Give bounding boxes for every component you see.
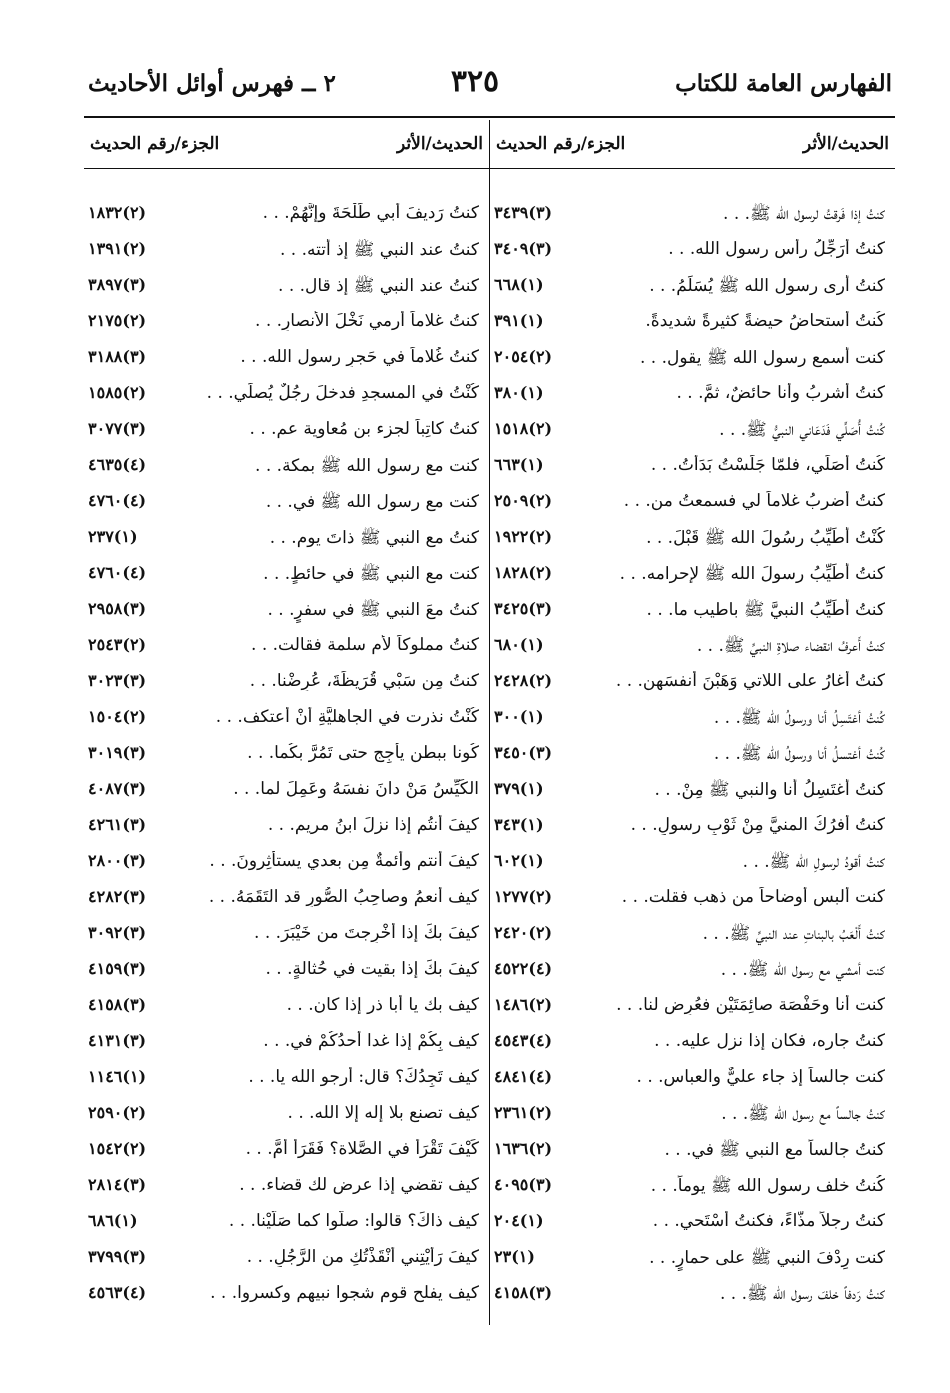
hadith-header: الحديث/الأثر [803, 134, 889, 154]
volume-hadith-number: (٢)١٩٢٢ [494, 527, 553, 546]
volume-hadith-number: (٢)١٥٠٤ [88, 707, 147, 726]
list-item [490, 271, 895, 307]
volume-hadith-number: (٢)٢٤٢٨ [494, 671, 553, 690]
list-item [490, 775, 895, 811]
hadith-text: كنتُ كاتِباً لجزء بن مُعاوية عم. . . [249, 419, 479, 439]
hadith-text: كيفَ بكَ إذا بقيت في حُثالةٍ. . . [265, 959, 479, 979]
volume-hadith-number: (١)١١٤٦ [88, 1067, 147, 1086]
volume-hadith-number: (٣)٣١٨٨ [88, 347, 147, 366]
hadith-text: كيف تَجِدُكَ؟ قال: أرجو الله يا. . . [248, 1067, 479, 1087]
hadith-text: كُونا ببطنِ يأجِجٍ حتى تَمُرَّ بكُما. . . [247, 743, 479, 763]
list-item [490, 1171, 895, 1207]
hadith-text: كنتُ أفرُكُ المنيَّ مِنْ ثَوْبِ رسولِ. . . [630, 815, 885, 835]
volume-hadith-number: (٣)٣٠٢٣ [88, 671, 147, 690]
hadith-text: كنتُ مع النبي ﷺ ذاتَ يوم. . . [269, 528, 479, 548]
list-item [84, 595, 489, 631]
volume-hadith-number: (٣)٣٤٣٩ [494, 203, 553, 222]
hadith-text: كنتُ أضربُ غلاماً لي فسمعتُ من. . . [623, 491, 885, 511]
hadith-text: كنتُ غلاماً أرمي نَخْلَ الأنصارِ. . . [255, 311, 479, 331]
volume-hadith-number: (٢)٢٥٤٣ [88, 635, 147, 654]
volume-hadith-number: (١)٣٧٩ [494, 779, 544, 798]
hadith-text: كنتُ أُرَجِّلُ رأس رسول الله. . . [668, 239, 885, 259]
list-item [84, 703, 489, 739]
list-item [84, 343, 489, 379]
list-item [490, 1027, 895, 1063]
list-item [490, 307, 895, 343]
volume-hadith-number: (٢)١٥٨٥ [88, 383, 147, 402]
volume-hadith-number: (٢)١٥٤٢ [88, 1139, 147, 1158]
ref-header: الجزء/رقم الحديث [496, 134, 626, 154]
hadith-text: كنت مع النبي ﷺ في حائطٍ. . . [263, 564, 479, 584]
hadith-text: كنتُ جاره، فكان إذا نزل عليه. . . [654, 1031, 885, 1051]
hadith-text: كُنتُ أُصَلِّي، فلمّا جَلَسْتُ بَدَأْتُ. . . [650, 455, 885, 475]
list-item [84, 523, 489, 559]
list-item [490, 955, 895, 991]
volume-hadith-number: (٢)١٤٨٦ [494, 995, 553, 1014]
book-indexes-title: الفهارس العامة للكتاب [675, 70, 892, 97]
hadith-text: كنت أمشي مع رسول الله ﷺ. . . [720, 960, 885, 980]
left-column [84, 120, 489, 1325]
list-item [84, 1135, 489, 1171]
list-item [490, 667, 895, 703]
volume-hadith-number: (٢)١٨٢٨ [494, 563, 553, 582]
hadith-text: كنتُ أشربُ وأنا حائضٌ، ثمَّ. . . [676, 383, 885, 403]
hadith-text: كيفَ أنتُم إذا نزلَ ابنُ مريم. . . [267, 815, 479, 835]
list-item [490, 991, 895, 1027]
list-item [490, 487, 895, 523]
hadith-text: كُنتُ أُستحاضُ حيضةً كثيرةً شديدةً. [645, 311, 885, 331]
volume-hadith-number: (٣)٢٩٥٨ [88, 599, 147, 618]
hadith-text: كنتُ إذا فَرقتُ لرسول الله ﷺ. . . [723, 204, 885, 224]
hadith-text: كنتُ رجلاً مذّاءً، فكنتُ أَسْتَحي. . . [652, 1211, 885, 1231]
hadith-text: كنتُ أرى رسول الله ﷺ يُسَلِّمُ. . . [649, 276, 885, 296]
list-item [84, 307, 489, 343]
hadith-text: كيف يفلح قوم شجوا نبيهم وكسروا. . . [210, 1283, 479, 1303]
volume-hadith-number: (٢)١٣٩١ [88, 239, 147, 258]
list-item [84, 883, 489, 919]
hadith-text: كيف ذاكَ؟ قالوا: صلَّوا كما صَلَّيْنا. . . [228, 1211, 479, 1231]
list-item [490, 343, 895, 379]
volume-hadith-number: (٢)٢١٧٥ [88, 311, 147, 330]
hadith-text: كنتُ عند النبي ﷺ إذ أتته. . . [279, 240, 479, 260]
volume-hadith-number: (١)٢٠٤ [494, 1211, 544, 1230]
header-rule [84, 116, 895, 118]
list-item [490, 235, 895, 271]
volume-hadith-number: (٣)٣٠٩٢ [88, 923, 147, 942]
list-item [490, 631, 895, 667]
volume-hadith-number: (١)٢٣ [494, 1247, 535, 1266]
list-item [84, 451, 489, 487]
list-item [84, 919, 489, 955]
page-number: ٣٢٥ [450, 64, 500, 99]
right-column-header [490, 120, 895, 168]
volume-hadith-number: (١)٦٨٠ [494, 635, 544, 654]
hadith-text: كُنتُ خلف رسول الله ﷺ يوماً. . . [650, 1176, 885, 1196]
list-item [490, 1135, 895, 1171]
hadith-text: كنت رِدْفَ النبي ﷺ على حمارٍ. . . [649, 1248, 885, 1268]
volume-hadith-number: (٣)٣٤٢٥ [494, 599, 553, 618]
hadith-text: كيف تصنع بلا إله إلا الله. . . [287, 1103, 479, 1123]
hadith-text: كُنتُ أُصَلِّي فَدَعَاني النبيُّ ﷺ. . . [719, 420, 885, 440]
hadith-header: الحديث/الأثر [397, 134, 483, 154]
list-item [490, 1099, 895, 1135]
list-item [84, 559, 489, 595]
hadith-text: كنت مع رسول الله ﷺ في. . . [265, 492, 479, 512]
list-item [84, 415, 489, 451]
hadith-text: كنتُ مِن سَبْيِ قُرَيظَةَ، عُرِضْنا. . . [249, 671, 479, 691]
list-item [490, 1207, 895, 1243]
volume-hadith-number: (٢)٢٣٦١ [494, 1103, 553, 1122]
list-item [490, 523, 895, 559]
volume-hadith-number: (٣)٤١٥٨ [494, 1283, 553, 1302]
volume-hadith-number: (٣)٤١٣١ [88, 1031, 147, 1050]
volume-hadith-number: (٤)٤٥٤٣ [494, 1031, 553, 1050]
list-item [84, 1063, 489, 1099]
volume-hadith-number: (٢)٢٤٢٠ [494, 923, 553, 942]
volume-hadith-number: (١)٣٨٠ [494, 383, 544, 402]
list-item [84, 1171, 489, 1207]
list-item [84, 271, 489, 307]
hadith-text: كنتُ معَ النبي ﷺ في سفرٍ. . . [267, 600, 479, 620]
list-item [490, 559, 895, 595]
list-item [84, 1279, 489, 1315]
volume-hadith-number: (٣)٣٨٩٧ [88, 275, 147, 294]
volume-hadith-number: (٣)٤٢٦١ [88, 815, 147, 834]
volume-hadith-number: (١)٣٠٠ [494, 707, 544, 726]
section-title: ٢ ــ فهرس أوائل الأحاديث [88, 70, 336, 97]
list-item [490, 1279, 895, 1315]
volume-hadith-number: (٣)٤٠٨٧ [88, 779, 147, 798]
volume-hadith-number: (٢)١٨٣٢ [88, 203, 147, 222]
column-header-rule [84, 168, 489, 169]
list-item [84, 1027, 489, 1063]
hadith-text: كيفَ رَأَيْتِني أَنْقَذْتُكِ من الرَّجُلِ. . . [246, 1247, 479, 1267]
hadith-text: كنتُ أغتَسِلُ أنا والنبي ﷺ مِنْ. . . [654, 780, 885, 800]
list-item [490, 415, 895, 451]
list-item [84, 991, 489, 1027]
volume-hadith-number: (١)٦٠٢ [494, 851, 544, 870]
volume-hadith-number: (٣)٤١٥٨ [88, 995, 147, 1014]
volume-hadith-number: (٢)١٦٣٦ [494, 1139, 553, 1158]
volume-hadith-number: (٣)٢٨١٤ [88, 1175, 147, 1194]
hadith-text: كنتُ جالساً مع النبي ﷺ في. . . [664, 1140, 885, 1160]
list-item [490, 919, 895, 955]
list-item [84, 811, 489, 847]
left-column-header [84, 120, 489, 168]
volume-hadith-number: (٢)٢٥٠٩ [494, 491, 553, 510]
volume-hadith-number: (٤)٤٨٤١ [494, 1067, 553, 1086]
volume-hadith-number: (١)٦٦٣ [494, 455, 544, 474]
hadith-text: كنتُ أُطَيِّبُ النبيَّ ﷺ باطيب ما. . . [646, 600, 885, 620]
volume-hadith-number: (٣)٢٨٠٠ [88, 851, 147, 870]
hadith-text: كُنتُ أغتسلُ أنا ورسولُ الله ﷺ. . . [713, 744, 885, 764]
hadith-text: كنتُ جالساً مع رسول الله ﷺ. . . [721, 1104, 885, 1124]
list-item [490, 451, 895, 487]
list-item [84, 1243, 489, 1279]
list-item [84, 1207, 489, 1243]
volume-hadith-number: (٤)٤٧٦٠ [88, 563, 147, 582]
hadith-text: كُنْتُ أُطَيِّبُ رسُولَ الله ﷺ قَبْلَ. . . [646, 528, 885, 548]
hadith-text: كيفَ بكَ إذا أُخْرِجتَ من خَيْبَرَ. . . [254, 923, 479, 943]
hadith-text: كُنتُ أغتَسِلُ أنا ورسولُ الله ﷺ. . . [713, 708, 885, 728]
list-item [84, 199, 489, 235]
hadith-text: كنتُ أغارُ على اللاتي وَهَبْنَ أنفسَهن. . . [615, 671, 885, 691]
volume-hadith-number: (٤)٤٧٦٠ [88, 491, 147, 510]
list-item [84, 955, 489, 991]
volume-hadith-number: (٣)٣٠٧٧ [88, 419, 147, 438]
column-header-rule [490, 168, 895, 169]
volume-hadith-number: (١)٣٩١ [494, 311, 544, 330]
hadith-text: كُنْتُ نذرت في الجاهليَّةِ أنْ أعتكف. . . [215, 707, 479, 727]
list-item [84, 667, 489, 703]
volume-hadith-number: (٢)٢٥٩٠ [88, 1103, 147, 1122]
list-item [490, 199, 895, 235]
volume-hadith-number: (٢)٢٠٥٤ [494, 347, 553, 366]
volume-hadith-number: (٣)٣٠١٩ [88, 743, 147, 762]
hadith-text: كيف أنعمُ وصاحِبُ الصُّورِ قد التَقَمَهُ. . . [208, 887, 479, 907]
volume-hadith-number: (١)٣٤٣ [494, 815, 544, 834]
list-item [490, 379, 895, 415]
list-item [84, 847, 489, 883]
hadith-text: كنتُ عند النبي ﷺ إذ قال. . . [278, 276, 479, 296]
hadith-text: كنتُ أقودُ لرسولِ الله ﷺ. . . [742, 852, 885, 872]
list-item [490, 595, 895, 631]
list-item [490, 1063, 895, 1099]
volume-hadith-number: (٤)٤٥٦٣ [88, 1283, 147, 1302]
hadith-text: كيفَ أنتم وأئمةٌ مِن بعدي يستأثِرونَ. . . [209, 851, 479, 871]
volume-hadith-number: (٤)٤٥٢٢ [494, 959, 553, 978]
list-item [490, 739, 895, 775]
list-item [84, 379, 489, 415]
ref-header: الجزء/رقم الحديث [90, 134, 220, 154]
list-item [490, 883, 895, 919]
list-item [84, 631, 489, 667]
volume-hadith-number: (٣)٤١٥٩ [88, 959, 147, 978]
hadith-text: كنتُ مملوكاً لأم سلمة فقالت. . . [251, 635, 479, 655]
volume-hadith-number: (٣)٤٠٩٥ [494, 1175, 553, 1194]
hadith-text: كَيْفَ تَقْرَأُ في الصَّلاة؟ فَقَرَأَ أُمَّ. . . [245, 1139, 479, 1159]
hadith-text: كنتُ رَديفَ أبي طَلْحَةَ وإِنَّهُمْ. . . [262, 203, 479, 223]
volume-hadith-number: (٤)٤٦٣٥ [88, 455, 147, 474]
volume-hadith-number: (١)٦٨٦ [88, 1211, 138, 1230]
list-item [84, 739, 489, 775]
list-item [84, 487, 489, 523]
volume-hadith-number: (٣)٤٢٨٢ [88, 887, 147, 906]
hadith-list-right [490, 199, 895, 1315]
hadith-text: كُنْتُ في المسجدِ فدخلَ رجُلٌ يُصلِّي. . . [206, 383, 479, 403]
hadith-text: كنتُ أَعرفُ انقضاء صلاةِ النبيِّ ﷺ. . . [696, 636, 885, 656]
list-item [490, 703, 895, 739]
list-item [490, 811, 895, 847]
hadith-text: كنتُ رَدفاً خلفَ رسول الله ﷺ. . . [719, 1284, 885, 1304]
hadith-text: كيف تقضي إذا عرض لك قضاء. . . [239, 1175, 479, 1195]
hadith-text: كنتُ أُطَيِّبُ رسولَ الله ﷺ لإحرامه. . . [619, 564, 885, 584]
hadith-text: كنتُ أَلْعَبُ بالبناتِ عند النبيِّ ﷺ. . . [702, 924, 885, 944]
hadith-text: كنتُ غُلاماً في حَجرِ رسول الله. . . [240, 347, 479, 367]
hadith-text: كنت أسمع رسول الله ﷺ يقول. . . [639, 348, 885, 368]
list-item [84, 235, 489, 271]
hadith-text: الكَيِّسُ مَنْ دانَ نفسَهُ وعَمِلَ لما. . . [233, 779, 479, 799]
hadith-text: كنت أنا وحَفْصَة صائِمَتَيْن فعُرِض لنا. . . [616, 995, 885, 1015]
right-column [490, 120, 895, 1325]
list-item [84, 775, 489, 811]
volume-hadith-number: (٣)٣٤٥٠ [494, 743, 553, 762]
list-item [490, 847, 895, 883]
hadith-text: كنت جالساً إذ جاء عليٌّ والعباس. . . [636, 1067, 885, 1087]
list-item [490, 1243, 895, 1279]
volume-hadith-number: (٣)٣٧٩٩ [88, 1247, 147, 1266]
volume-hadith-number: (١)٦٦٨ [494, 275, 544, 294]
hadith-text: كيف بِكُمْ إذا غدا أحدُكُمْ في. . . [263, 1031, 479, 1051]
hadith-text: كنت مع رسول الله ﷺ بمكة. . . [255, 456, 479, 476]
hadith-list-left [84, 199, 489, 1315]
hadith-text: كيف بك يا أبا ذر إذا كان. . . [286, 995, 479, 1015]
volume-hadith-number: (١)٢٣٧ [88, 527, 138, 546]
list-item [84, 1099, 489, 1135]
volume-hadith-number: (٣)٣٤٠٩ [494, 239, 553, 258]
volume-hadith-number: (٢)١٢٧٧ [494, 887, 553, 906]
volume-hadith-number: (٢)١٥١٨ [494, 419, 553, 438]
hadith-text: كنت ألبس أوضاحاً من ذهب فقلت. . . [621, 887, 885, 907]
